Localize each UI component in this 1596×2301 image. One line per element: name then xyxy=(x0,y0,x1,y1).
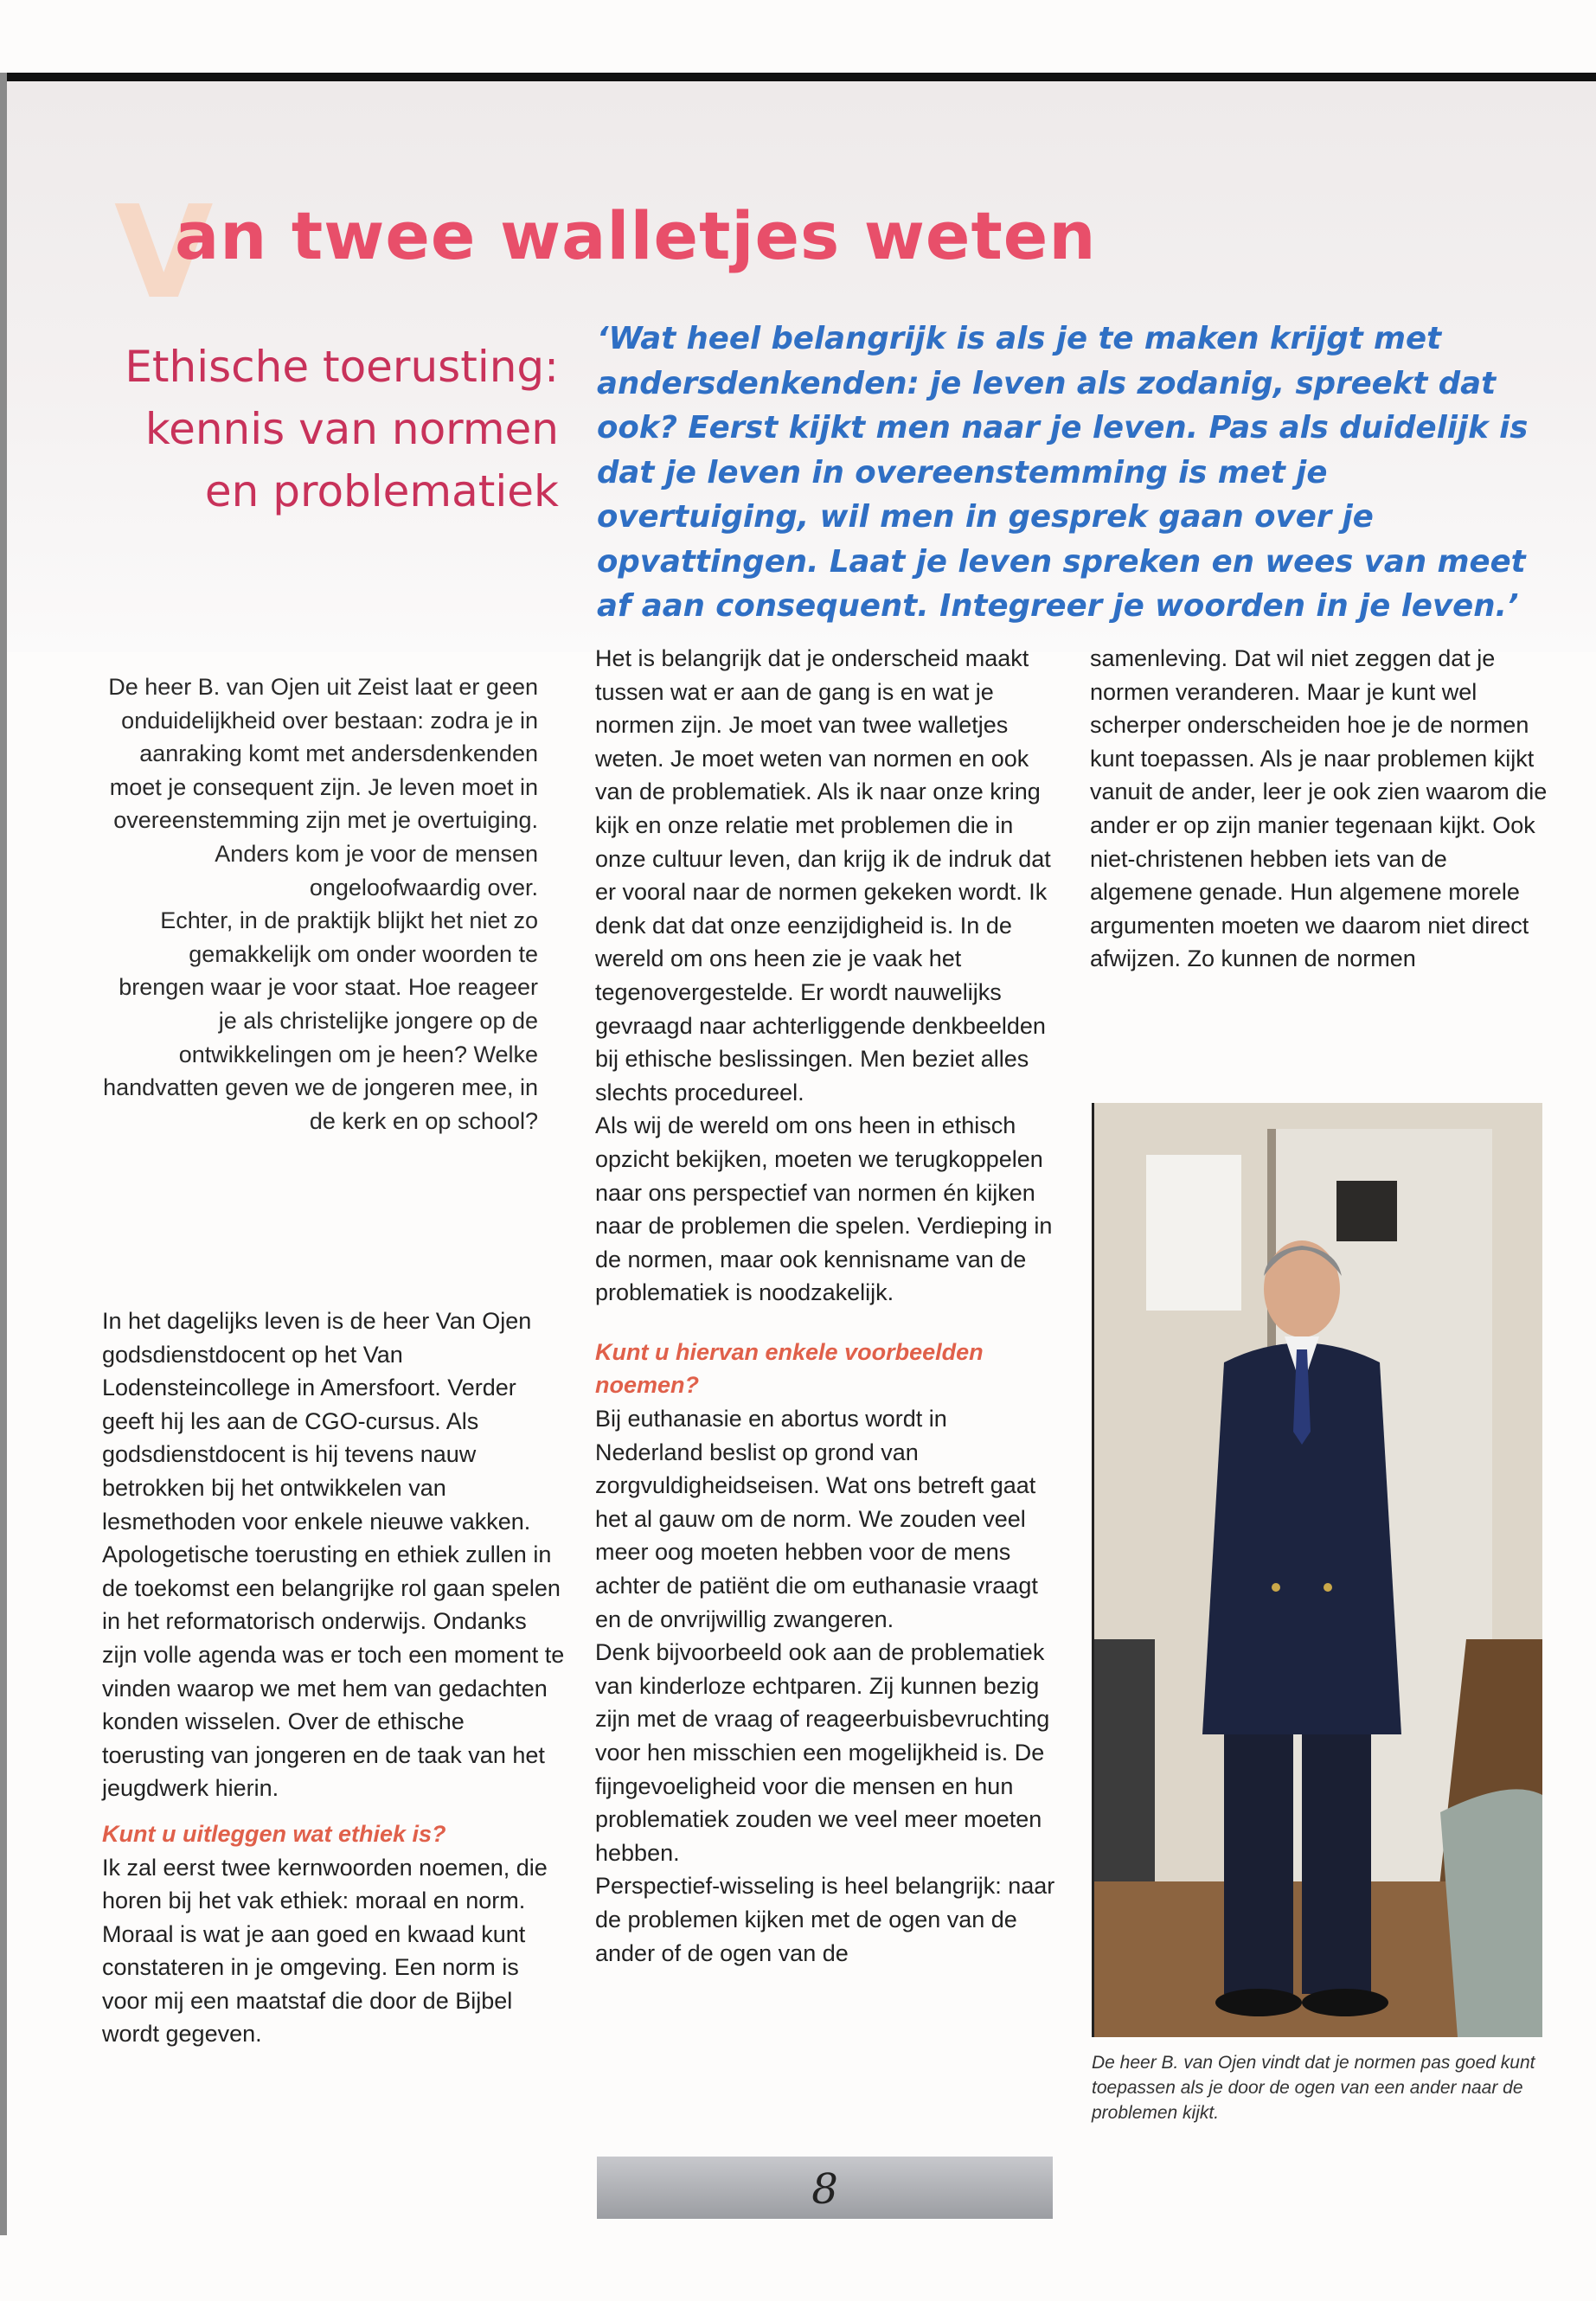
intro-paragraph: Echter, in de praktijk blijkt het niet zo gemakkelijk om onder woorden te brengen waar je voor staat. Hoe reageer je als christelijke jongere op de ontwikkelingen om je heen? Welke handvatten geven we de jongeren mee, in de kerk en op school? xyxy=(103,907,538,1134)
body-paragraph: Bij euthanasie en abortus wordt in Nederland beslist op grond van zorgvuldigheidseisen. Wat ons betreft gaat het al gauw om de norm. We zouden veel meer oog moeten hebben voor de mens achter de patiënt die om euthanasie vraagt en de onvrijwillig zwangeren. xyxy=(595,1406,1038,1632)
body-paragraph: In het dagelijks leven is de heer Van Ojen godsdienstdocent op het Van Lodensteincollege in Amersfoort. Verder geeft hij les aan de CGO-cursus. Als godsdienstdocent is hij tevens nauw betrokken bij het ontwikkelen van lesmethoden voor enkele nieuwe vakken. Apologetische toerusting en ethiek zullen in de toekomst een belangrijke rol gaan spelen in het reformatorisch onderwijs. Ondanks zijn volle agenda was er toch een moment te vinden waarop we met hem van gedachten konden wisselen. Over de ethische toerusting van jongeren en de taak van het jeugdwerk hierin. xyxy=(102,1308,565,1802)
body-paragraph: Het is belangrijk dat je onderscheid maakt tussen wat er aan de gang is en wat je normen zijn. Je moet van twee walletjes weten. Je moet weten van normen en ook van de problematiek. Als ik naar onze kring kijk en onze relatie met problemen die in onze cultuur leven, dan krijg ik de indruk dat er vooral naar de normen gekeken wordt. Ik denk dat dat onze eenzijdigheid is. In de wereld om ons heen zie je vaak het tegenovergestelde. Er wordt nauwelijks gevraagd naar achterliggende denkbeelden bij ethische beslissingen. Men beziet alles slechts procedureel. xyxy=(595,645,1051,1106)
portrait-illustration xyxy=(1094,1103,1542,2037)
interview-question: Kunt u uitleggen wat ethiek is? xyxy=(102,1820,446,1847)
body-column-1 xyxy=(102,1304,565,2051)
photo-caption: De heer B. van Ojen vindt dat je normen pas goed kunt toepassen als je door de ogen van een ander naar de problemen kijkt. xyxy=(1092,2053,1535,2123)
body-column-3 xyxy=(1090,642,1550,976)
article-subtitle: Ethische toerusting: kennis van normen en problematiek xyxy=(125,342,559,516)
title-drop-cap: V xyxy=(114,178,215,327)
body-paragraph: samenleving. Dat wil niet zeggen dat je normen veranderen. Maar je kunt wel scherper onderscheiden hoe je de normen kunt toepassen. Als je naar problemen kijkt vanuit de ander, leer je ook zien waarom die ander er op zijn manier tegenaan kijkt. Ook niet-christenen hebben iets van de algemene genade. Hun algemene morele argumenten moeten we daarom niet direct afwijzen. Zo kunnen de normen xyxy=(1090,645,1548,972)
body-paragraph: Perspectief-wisseling is heel belangrijk: naar de problemen kijken met de ogen van de ander of de ogen van de xyxy=(595,1873,1055,1966)
title-text: an twee walletjes weten xyxy=(175,197,1097,274)
page-number-bar xyxy=(597,2157,1053,2219)
article-title xyxy=(114,178,1097,327)
intro-column xyxy=(102,670,538,1138)
body-column-2 xyxy=(595,642,1058,1970)
pull-quote: ‘Wat heel belangrijk is als je te maken krijgt met andersdenkenden: je leven als zodanig, spreekt dat ook? Eerst kijkt men naar je leven. Pas als duidelijk is dat je leven in overeenstemming is met je overtuiging, wil men in gesprek gaan over je opvattingen. Laat je leven spreken en wees van meet af aan consequent. Integreer je woorden in je leven.’ xyxy=(597,321,1529,624)
intro-paragraph: De heer B. van Ojen uit Zeist laat er geen onduidelijkheid over bestaan: zodra je in aanraking komt met andersdenkenden moet je consequent zijn. Je leven moet in overeenstemming zijn met je overtuiging. Anders kom je voor de mensen ongeloofwaardig over. xyxy=(108,674,538,901)
interview-question: Kunt u hiervan enkele voorbeelden noemen? xyxy=(595,1338,984,1399)
page-number: 8 xyxy=(811,2165,838,2214)
body-paragraph: Denk bijvoorbeeld ook aan de problematiek van kinderloze echtparen. Zij kunnen bezig zijn met de vraag of reageerbuisbevruchting voor hen misschien een mogelijkheid is. De fijngevoeligheid voor die mensen en hun problematiek zouden we veel meer moeten hebben. xyxy=(595,1639,1050,1866)
page-edge xyxy=(0,73,7,2235)
body-paragraph: Als wij de wereld om ons heen in ethisch opzicht bekijken, moeten we terugkoppelen naar ons perspectief van normen én kijken naar de problemen die spelen. Verdieping in de normen, maar ook kennisname van de problematiek is noodzakelijk. xyxy=(595,1112,1053,1306)
body-paragraph: Ik zal eerst twee kernwoorden noemen, die horen bij het vak ethiek: moraal en norm. Moraal is wat je aan goed en kwaad kunt constateren in je omgeving. Een norm is voor mij een maatstaf die door de Bijbel wordt gegeven. xyxy=(102,1854,548,2048)
top-rule xyxy=(7,73,1596,81)
portrait-photo xyxy=(1092,1103,1542,2037)
